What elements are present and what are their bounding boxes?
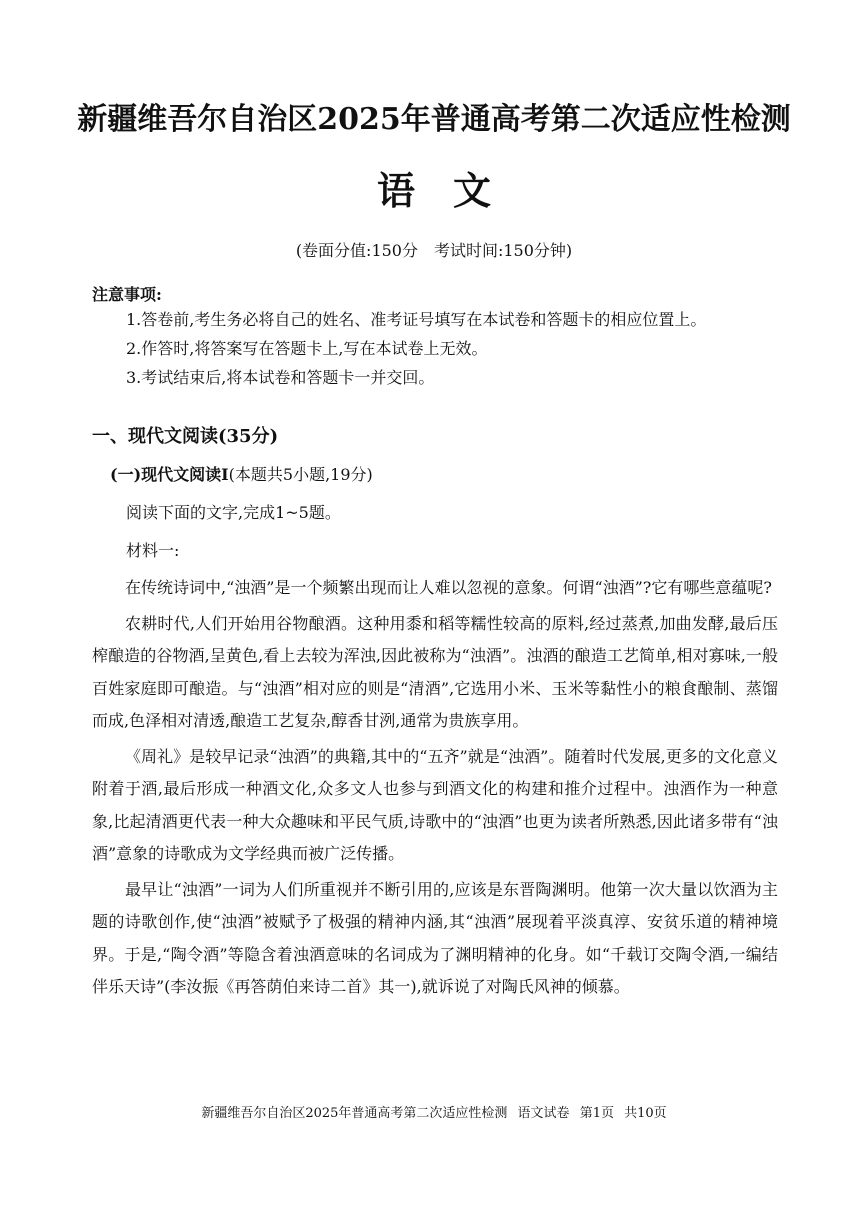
page-footer: [0, 1102, 868, 1121]
reading-instruction: 阅读下面的文字,完成1~5题。: [126, 503, 341, 522]
note-item: 1.答卷前,考生务必将自己的姓名、准考证号填写在本试卷和答题卡的相应位置上。: [126, 310, 707, 329]
exam-meta: (卷面分值:150分 考试时间:150分钟): [295, 241, 573, 260]
material-title: 材料一:: [126, 541, 180, 560]
note-item: 3.考试结束后,将本试卷和答题卡一并交回。: [126, 368, 435, 387]
paragraph: 最早让“浊酒”一词为人们所重视并不断引用的,应该是东晋陶渊明。他第一次大量以饮酒为主题的诗歌创作,使“浊酒”被赋予了极强的精神内涵,其“浊酒”展现着平淡真淳、安贫乐道的精神境界。于是,“陶令酒”等隐含着浊酒意味的名词成为了渊明精神的化身。如“千载订交陶令酒,一编结伴乐天诗”(李汝振《再答荫伯来诗二首》其一),就诉说了对陶氏风神的倾慕。: [92, 879, 778, 996]
subsection-title: (一)现代文阅读Ⅰ: [110, 465, 229, 484]
section-title: 一、现代文阅读(35分): [92, 426, 279, 447]
exam-title: 新疆维吾尔自治区2025年普通高考第二次适应性检测: [77, 102, 791, 137]
subsection-heading: [110, 462, 373, 485]
notes-title: 注意事项:: [92, 285, 162, 304]
material-body: [92, 572, 778, 1007]
footer-page: 第1页: [579, 1106, 614, 1121]
paragraph: 在传统诗词中,“浊酒”是一个频繁出现而让人难以忽视的意象。何谓“浊酒”?它有哪些意蕴呢?: [125, 578, 772, 597]
notes-list: [126, 305, 826, 392]
paragraph: 《周礼》是较早记录“浊酒”的典籍,其中的“五齐”就是“浊酒”。随着时代发展,更多的文化意义附着于酒,最后形成一种酒文化,众多文人也参与到酒文化的构建和推介过程中。浊酒作为一种意象,比起清酒更代表一种大众趣味和平民气质,诗歌中的“浊酒”也更为读者所熟悉,因此诸多带有“浊酒”意象的诗歌成为文学经典而被广泛传播。: [92, 746, 778, 863]
footer-paper: 语文试卷: [517, 1106, 570, 1121]
subsection-note: (本题共5小题,19分): [228, 465, 373, 484]
note-item: 2.作答时,将答案写在答题卡上,写在本试卷上无效。: [126, 339, 488, 358]
subject-title: 语文: [376, 168, 529, 213]
paragraph: 农耕时代,人们开始用谷物酿酒。这种用黍和稻等糯性较高的原料,经过蒸煮,加曲发酵,最后压榨酿造的谷物酒,呈黄色,看上去较为浑浊,因此被称为“浊酒”。浊酒的酿造工艺简单,相对寡味,一般百姓家庭即可酿造。与“浊酒”相对应的则是“清酒”,它选用小米、玉米等黏性小的粮食酿制、蒸馏而成,色泽相对清透,酿造工艺复杂,醇香甘洌,通常为贵族享用。: [92, 613, 778, 730]
footer-total: 共10页: [624, 1106, 667, 1121]
footer-title: 新疆维吾尔自治区2025年普通高考第二次适应性检测: [201, 1106, 508, 1121]
